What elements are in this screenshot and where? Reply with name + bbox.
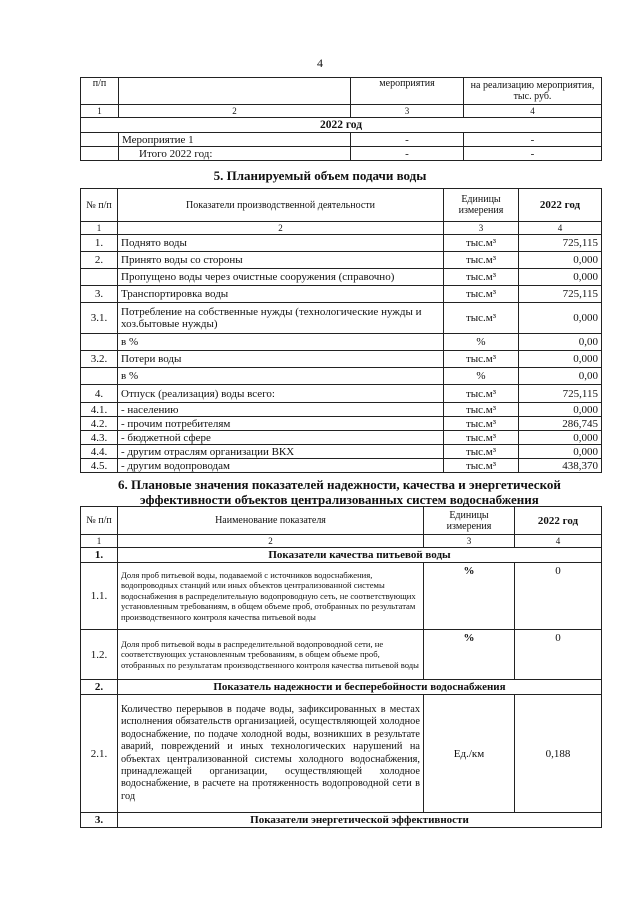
index-cell: 1 [81, 222, 118, 235]
index-cell: 2 [119, 105, 351, 118]
header-unit: Единицы измерения [424, 507, 515, 535]
group-num: 3. [81, 813, 118, 828]
row-name: Потребление на собственные нужды (технологические нужды и хоз.бытовые нужды) [118, 303, 444, 334]
table-row [81, 303, 602, 334]
table-row [81, 147, 602, 161]
index-cell: 2 [118, 535, 424, 548]
row-unit: Ед./км [424, 695, 515, 813]
cell-value: - [351, 133, 464, 147]
table-row [81, 630, 602, 680]
header-name: Показатели производственной деятельности [118, 189, 444, 222]
row-num: 4.4. [81, 445, 118, 459]
table-row [81, 563, 602, 630]
row-unit: тыс.м³ [444, 431, 519, 445]
row-value: 0,00 [519, 334, 602, 351]
header-num: № п/п [81, 507, 118, 535]
table-row [81, 385, 602, 403]
section6-title-line1: 6. Плановые значения показателей надежности, качества и энергетической [118, 477, 561, 492]
header-name: Наименование показателя [118, 507, 424, 535]
group-num: 2. [81, 680, 118, 695]
row-unit: тыс.м³ [444, 286, 519, 303]
row-name: Поднято воды [118, 235, 444, 252]
header-unit: Единицы измерения [444, 189, 519, 222]
row-value: 725,115 [519, 235, 602, 252]
row-value: 0 [515, 563, 602, 630]
row-num: 4.5. [81, 459, 118, 473]
row-name: Количество перерывов в подаче воды, зафиксированных в местах исполнения обязательств организацией, осуществляющей холодное водоснабжение, по подаче холодной воды, возникших в результате аварий, повреждений и иных технологических нарушений на объектах централизованной системы холодного водоснабжения, принадлежащей организации, осуществляющей холодное водоснабжение, в расчете на протяженность водопроводной сети в год [118, 695, 424, 813]
table-row [81, 459, 602, 473]
row-value: 438,370 [519, 459, 602, 473]
row-unit: тыс.м³ [444, 252, 519, 269]
group-row [81, 680, 602, 695]
table-row [81, 431, 602, 445]
row-value: 286,745 [519, 417, 602, 431]
row-name: в % [118, 334, 444, 351]
row-name: - бюджетной сфере [118, 431, 444, 445]
row-num [81, 334, 118, 351]
row-name: Потери воды [118, 351, 444, 368]
row-num: 4.1. [81, 403, 118, 417]
row-name: Отпуск (реализация) воды всего: [118, 385, 444, 403]
row-value: 0,000 [519, 303, 602, 334]
header-col3: мероприятия [351, 78, 464, 105]
row-name: Доля проб питьевой воды, подаваемой с источников водоснабжения, водопроводных станций или иных объектов централизованной системы водоснабжения в распределительную водопроводную сеть, не соответствующих установленным требованиям, в общем объеме проб, отобранных по результатам производственного контроля качества питьевой воды [118, 563, 424, 630]
table-row [81, 286, 602, 303]
header-col4: на реализацию мероприятия, тыс. руб. [464, 78, 602, 105]
row-num: 1.1. [81, 563, 118, 630]
row-value: 0,000 [519, 269, 602, 286]
row-unit: % [424, 563, 515, 630]
table-row [81, 252, 602, 269]
table-row [81, 235, 602, 252]
table-row [81, 334, 602, 351]
index-cell: 4 [515, 535, 602, 548]
cell-value: - [351, 147, 464, 161]
index-cell: 3 [351, 105, 464, 118]
event-name: Мероприятие 1 [119, 133, 351, 147]
table-row [81, 133, 602, 147]
table-row [81, 351, 602, 368]
cell-value: - [464, 133, 602, 147]
year-heading: 2022 год [81, 118, 602, 133]
row-num: 4.3. [81, 431, 118, 445]
group-row [81, 813, 602, 828]
row-value: 0,000 [519, 351, 602, 368]
row-name: Пропущено воды через очистные сооружения (справочно) [118, 269, 444, 286]
table-row [81, 417, 602, 431]
row-unit: тыс.м³ [444, 403, 519, 417]
group-title: Показатель надежности и бесперебойности водоснабжения [118, 680, 602, 695]
row-unit: тыс.м³ [444, 351, 519, 368]
index-cell: 4 [464, 105, 602, 118]
total-label: Итого 2022 год: [119, 147, 351, 161]
row-unit: тыс.м³ [444, 269, 519, 286]
events-table [80, 77, 602, 161]
group-title: Показатели качества питьевой воды [118, 548, 602, 563]
row-name: Доля проб питьевой воды в распределительной водопроводной сети, не соответствующих установленным требованиям, в общем объеме проб, отобранных по результатам производственного контроля качества питьевой воды [118, 630, 424, 680]
index-cell: 3 [444, 222, 519, 235]
row-name: - прочим потребителям [118, 417, 444, 431]
group-title: Показатели энергетической эффективности [118, 813, 602, 828]
row-name: Транспортировка воды [118, 286, 444, 303]
index-cell: 1 [81, 105, 119, 118]
table-row [81, 368, 602, 385]
row-unit: тыс.м³ [444, 385, 519, 403]
row-name: - населению [118, 403, 444, 417]
row-value: 0,188 [515, 695, 602, 813]
table-row [81, 445, 602, 459]
row-value: 0,000 [519, 252, 602, 269]
row-value: 0,000 [519, 403, 602, 417]
header-num: п/п [81, 78, 119, 105]
row-unit: % [444, 368, 519, 385]
row-num: 4. [81, 385, 118, 403]
row-num: 1. [81, 235, 118, 252]
row-value: 0,000 [519, 431, 602, 445]
group-row [81, 548, 602, 563]
row-unit: % [444, 334, 519, 351]
index-cell: 2 [118, 222, 444, 235]
reliability-table [80, 506, 602, 828]
row-unit: % [424, 630, 515, 680]
row-name: в % [118, 368, 444, 385]
header-year: 2022 год [515, 507, 602, 535]
row-num [81, 269, 118, 286]
row-name: - другим отраслям организации ВКХ [118, 445, 444, 459]
row-value: 0 [515, 630, 602, 680]
row-num: 4.2. [81, 417, 118, 431]
row-value: 0,000 [519, 445, 602, 459]
header-name [119, 78, 351, 105]
page-number: 4 [317, 56, 323, 70]
header-year: 2022 год [519, 189, 602, 222]
index-cell: 4 [519, 222, 602, 235]
row-num: 3.2. [81, 351, 118, 368]
row-value: 725,115 [519, 286, 602, 303]
row-unit: тыс.м³ [444, 445, 519, 459]
row-num [81, 368, 118, 385]
row-name: Принято воды со стороны [118, 252, 444, 269]
index-cell: 3 [424, 535, 515, 548]
row-unit: тыс.м³ [444, 303, 519, 334]
row-value: 0,00 [519, 368, 602, 385]
table-row [81, 403, 602, 417]
row-num: 3.1. [81, 303, 118, 334]
header-num: № п/п [81, 189, 118, 222]
index-cell: 1 [81, 535, 118, 548]
section6-title-line2: эффективности объектов централизованных систем водоснабжения [140, 492, 539, 507]
cell-value: - [464, 147, 602, 161]
water-supply-table [80, 188, 602, 473]
row-unit: тыс.м³ [444, 417, 519, 431]
group-num: 1. [81, 548, 118, 563]
row-name: - другим водопроводам [118, 459, 444, 473]
table-row [81, 269, 602, 286]
row-num: 3. [81, 286, 118, 303]
row-num: 1.2. [81, 630, 118, 680]
row-num: 2.1. [81, 695, 118, 813]
row-num: 2. [81, 252, 118, 269]
row-unit: тыс.м³ [444, 459, 519, 473]
table-row [81, 695, 602, 813]
row-unit: тыс.м³ [444, 235, 519, 252]
row-value: 725,115 [519, 385, 602, 403]
section5-title: 5. Планируемый объем подачи воды [213, 168, 427, 183]
